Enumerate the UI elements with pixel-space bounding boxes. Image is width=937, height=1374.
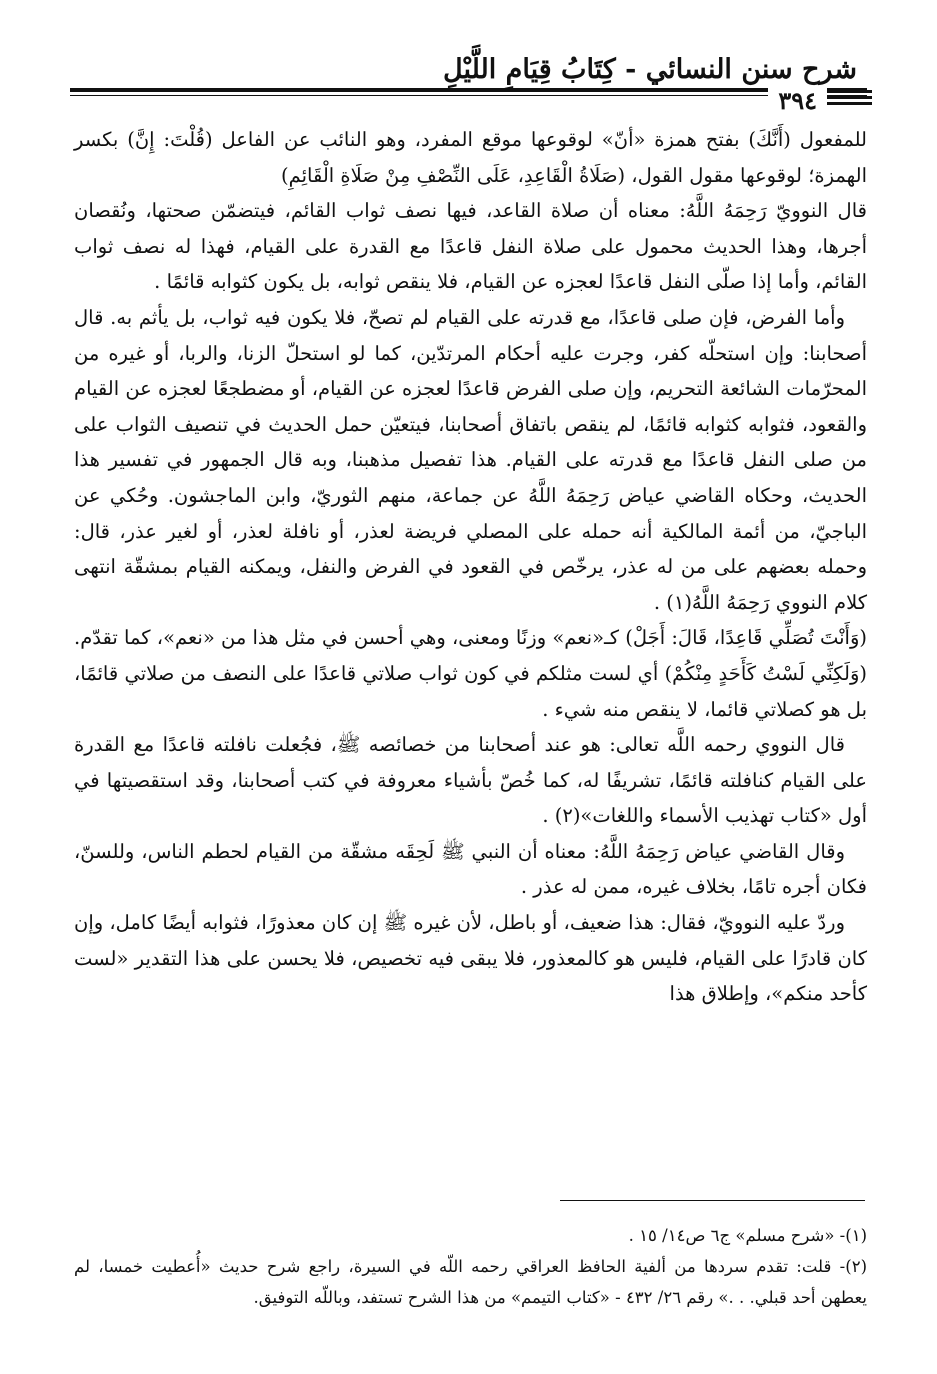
paragraph: (وَأَنْتَ تُصَلِّي قَاعِدًا، قَالَ: أَجَلْ) كـ«نعم» وزنًا ومعنى، وهي أحسن في مثل هذا من «نعم»، كما تقدّم. (وَلَكِنِّي لَسْتُ كَأَحَدٍ مِنْكُمْ) أي لست مثلكم في كون ثواب صلاتي قاعدًا على النصف من صلاتي قائمًا، بل هو كصلاتي قائما، لا ينقص منه شيء . <box>74 626 867 721</box>
paragraph: قال النووي رحمه اللَّه تعالى: هو عند أصحابنا من خصائصه ﷺ، فجُعلت نافلته قاعدًا مع القدرة على القيام كنافلته قائمًا، تشريفًا له، كما خُصّ بأشياء معروفة في كتب أصحابنا، وقد استقصيتها في أول «كتاب تهذيب الأسماء واللغات»(٢) . <box>74 733 867 828</box>
footnote: (٢)- قلت: تقدم سردها من ألفية الحافظ العراقي رحمه اللّه في السيرة، راجع شرح حديث «أُعطيت خمسا، لم يعطهن أحد قبلي. . .» رقم ٢٦/ ٤٣٢ - «كتاب التيمم» من هذا الشرح تستفد، وباللّه التوفيق. <box>74 1257 867 1307</box>
paragraph: وأما الفرض، فإن صلى قاعدًا، مع قدرته على القيام لم تصحّ، فلا يكون فيه ثواب، بل يأثم به. قال أصحابنا: وإن استحلّه كفر، وجرت عليه أحكام المرتدّين، كما لو استحلّ الزنا، والربا، أو غيره من المحرّمات الشائعة التحريم، وإن صلى الفرض قاعدًا لعجزه عن القيام، أو مضطجعًا لعجزه عن القيام والقعود، فثوابه كثوابه قائمًا، لم ينقص باتفاق أصحابنا، فيتعيّن حمل الحديث في تنصيف الثواب على من صلى النفل قاعدًا مع قدرته على القيام. هذا تفصيل مذهبنا، وبه قال الجمهور في تفسير هذا الحديث، وحكاه القاضي عياض رَحِمَهُ اللَّهُ عن جماعة، منهم الثوريّ، وابن الماجشون. وحُكي عن الباجيّ، من أئمة المالكية أنه حمله على المصلي فريضة لعذر، أو نافلة لعذر، أو لغير عذر، قال: وحمله بعضهم على من له عذر، يرخّص في القعود في الفرض والنفل، ويمكنه القيام بمشقّة انتهى كلام النووي رَحِمَهُ اللَّهُ(١) . <box>74 305 867 614</box>
header-rule-thin <box>70 95 867 96</box>
page-number: ٣٩٤ <box>768 86 827 115</box>
paragraph: قال النوويّ رَحِمَهُ اللَّهُ: معناه أن صلاة القاعد، فيها نصف ثواب القائم، فيتضمّن صحتها، ونُقصان أجرها، وهذا الحديث محمول على صلاة النفل قاعدًا مع القدرة على القيام، فهذا له نصف ثواب القائم، وأما إذا صلّى النفل قاعدًا لعجزه عن القيام، فلا ينقص ثوابه، بل يكون كثوابه قائمًا . <box>74 199 867 294</box>
page-number-ornament <box>824 90 872 108</box>
paragraph: وقال القاضي عياض رَحِمَهُ اللَّهُ: معناه أن النبي ﷺ لَحِقَه مشقّة من القيام لحطم الناس، وللسنّ، فكان أجره تامًا، بخلاف غيره، ممن له عذر . <box>74 839 867 899</box>
running-header <box>70 48 867 108</box>
footnote: (١)- «شرح مسلم» ج٦ ص١٤/ ١٥ . <box>628 1226 867 1245</box>
paragraph: للمفعول (أَنَّكَ) بفتح همزة «أنّ» لوقوعها موقع المفرد، وهو النائب عن الفاعل (قُلْتَ: إِنَّ) بكسر الهمزة؛ لوقوعها مقول القول، (صَلَاةُ الْقَاعِدِ، عَلَى النِّصْفِ مِنْ صَلَاةِ الْقَائِمِ) <box>74 128 867 187</box>
paragraph: وردّ عليه النوويّ، فقال: هذا ضعيف، أو باطل، لأن غيره ﷺ إن كان معذورًا، فثوابه أيضًا كامل، وإن كان قادرًا على القيام، فليس هو كالمعذور، فلا يبقى فيه تخصيص، فلا يحسن على هذا التقدير «لست كأحد منكم»، وإطلاق هذا <box>74 911 867 1006</box>
header-title: شرح سنن النسائي - كِتَابُ قِيَامِ اللَّيْلِ <box>443 54 857 85</box>
main-text <box>74 122 867 1197</box>
footnote-rule <box>560 1200 865 1201</box>
header-rule <box>70 88 867 92</box>
footnotes <box>74 1220 867 1313</box>
